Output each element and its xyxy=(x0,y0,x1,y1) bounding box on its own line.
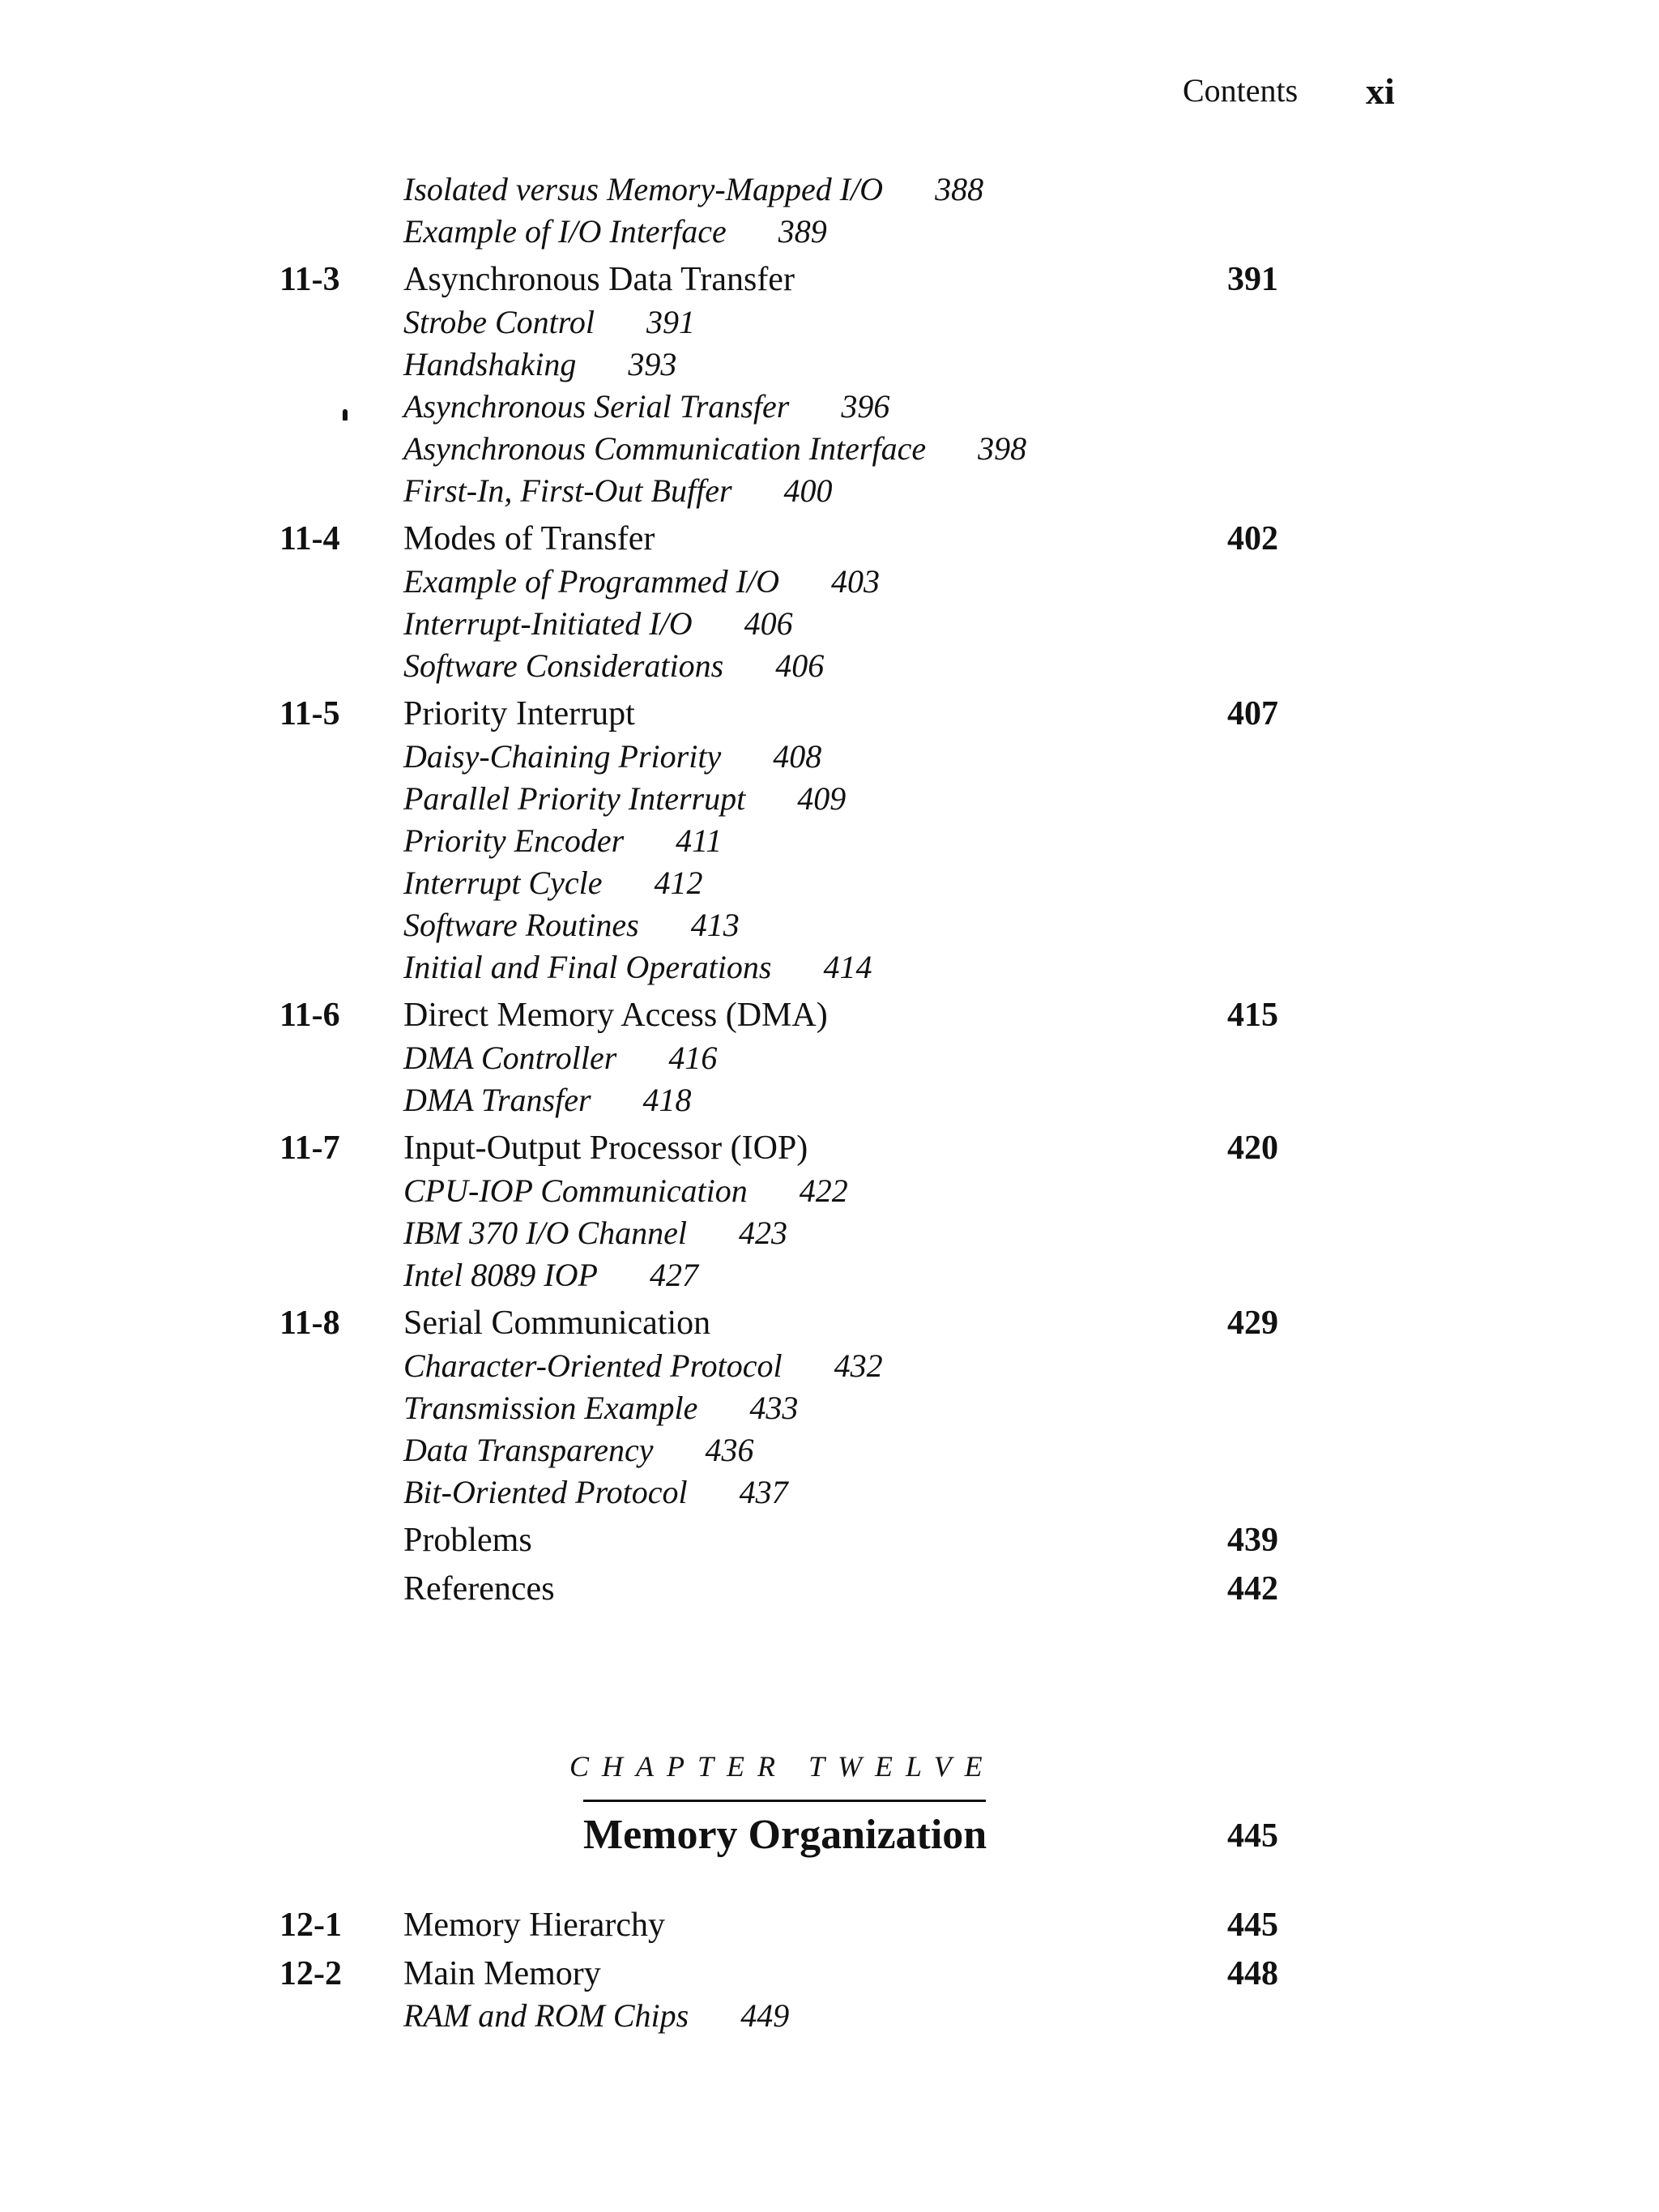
subsection-title: RAM and ROM Chips xyxy=(403,1997,689,2034)
subsection-line xyxy=(403,778,846,820)
toc-subsection-row xyxy=(0,946,1659,989)
section-number: 11-6 xyxy=(279,997,340,1034)
toc-subsection-row xyxy=(0,1254,1659,1296)
subsection-line xyxy=(403,1387,798,1429)
subsection-title: DMA Transfer xyxy=(403,1082,591,1118)
subsection-line xyxy=(403,301,695,344)
subsection-page-number: 416 xyxy=(668,1040,718,1076)
toc-section-row xyxy=(0,1127,1659,1169)
toc-subsection-row xyxy=(0,645,1659,687)
toc-section-row xyxy=(0,1519,1659,1561)
toc-subsection-row xyxy=(0,1212,1659,1254)
toc-subsection-row xyxy=(0,778,1659,820)
subsection-page-number: 432 xyxy=(834,1347,883,1384)
chapter-page-number: 445 xyxy=(1227,1817,1278,1855)
subsection-title: Example of I/O Interface xyxy=(403,213,727,250)
subsection-page-number: 436 xyxy=(705,1432,754,1468)
toc-subsection-row xyxy=(0,386,1659,428)
toc-subsection-row xyxy=(0,904,1659,946)
toc-subsection-row xyxy=(0,301,1659,344)
subsection-page-number: 423 xyxy=(738,1215,787,1251)
subsection-title: CPU-IOP Communication xyxy=(403,1172,748,1209)
toc-section-row xyxy=(0,693,1659,735)
toc-subsection-row xyxy=(0,736,1659,778)
section-page-number: 391 xyxy=(1227,261,1278,298)
section-number: 11-5 xyxy=(279,695,340,732)
subsection-line xyxy=(403,862,703,904)
subsection-line xyxy=(403,1254,698,1296)
toc-section-row xyxy=(0,1302,1659,1344)
chapter-label: CHAPTER TWELVE xyxy=(569,1750,996,1783)
section-title: Modes of Transfer xyxy=(403,520,655,557)
subsection-line xyxy=(403,344,676,386)
toc-subsection-row xyxy=(0,169,1659,211)
section-title: Serial Communication xyxy=(403,1305,711,1342)
toc-section-row xyxy=(0,1904,1659,1946)
subsection-page-number: 437 xyxy=(739,1474,788,1510)
section-title: Priority Interrupt xyxy=(403,695,635,732)
subsection-line xyxy=(403,1212,787,1254)
toc-section-row xyxy=(0,1953,1659,1995)
section-page-number: 429 xyxy=(1227,1305,1278,1342)
subsection-title: Asynchronous Serial Transfer xyxy=(403,388,790,425)
section-page-number: 420 xyxy=(1227,1129,1278,1167)
section-page-number: 448 xyxy=(1227,1955,1278,1992)
toc-subsection-row xyxy=(0,1345,1659,1387)
subsection-title: IBM 370 I/O Channel xyxy=(403,1215,687,1251)
subsection-title: Strobe Control xyxy=(403,304,595,340)
toc-subsection-row xyxy=(0,1995,1659,2037)
subsection-title: Software Routines xyxy=(403,907,639,943)
subsection-page-number: 396 xyxy=(841,388,890,425)
section-page-number: 402 xyxy=(1227,520,1278,557)
toc-subsection-row xyxy=(0,1170,1659,1212)
toc-subsection-row xyxy=(0,344,1659,386)
subsection-page-number: 406 xyxy=(744,605,793,642)
subsection-title: First-In, First-Out Buffer xyxy=(403,472,732,509)
chapter-title: Memory Organization xyxy=(583,1812,987,1858)
subsection-title: Bit-Oriented Protocol xyxy=(403,1474,688,1510)
subsection-line xyxy=(403,1471,788,1514)
section-page-number: 407 xyxy=(1227,695,1278,732)
section-page-number: 439 xyxy=(1227,1522,1278,1559)
subsection-title: DMA Controller xyxy=(403,1040,617,1076)
subsection-page-number: 406 xyxy=(775,647,825,684)
subsection-page-number: 393 xyxy=(628,346,677,382)
subsection-title: Character-Oriented Protocol xyxy=(403,1347,783,1384)
subsection-title: Initial and Final Operations xyxy=(403,949,772,985)
section-number: 11-3 xyxy=(279,261,340,298)
subsection-line xyxy=(403,820,722,862)
subsection-line xyxy=(403,904,740,946)
subsection-title: Data Transparency xyxy=(403,1432,654,1468)
subsection-page-number: 422 xyxy=(799,1172,848,1209)
subsection-line xyxy=(403,1079,692,1121)
subsection-page-number: 411 xyxy=(676,822,723,859)
subsection-title: Handshaking xyxy=(403,346,577,382)
section-number: 12-2 xyxy=(279,1955,342,1992)
subsection-line xyxy=(403,428,1026,470)
subsection-page-number: 408 xyxy=(773,738,822,775)
subsection-line xyxy=(403,386,889,428)
subsection-line xyxy=(403,1995,789,2037)
subsection-page-number: 400 xyxy=(783,472,833,509)
section-page-number: 442 xyxy=(1227,1570,1278,1608)
subsection-page-number: 412 xyxy=(654,865,703,901)
subsection-page-number: 389 xyxy=(778,213,827,250)
header-label: Contents xyxy=(1183,72,1299,109)
subsection-page-number: 391 xyxy=(646,304,695,340)
subsection-title: Priority Encoder xyxy=(403,822,625,859)
subsection-page-number: 409 xyxy=(797,780,847,817)
section-title: Asynchronous Data Transfer xyxy=(403,261,795,298)
toc-section-row xyxy=(0,258,1659,301)
toc-section-row xyxy=(0,1568,1659,1610)
subsection-line xyxy=(403,211,827,253)
subsection-title: Transmission Example xyxy=(403,1390,698,1426)
subsection-page-number: 388 xyxy=(935,171,984,207)
section-title: Problems xyxy=(403,1522,532,1559)
toc-section-row xyxy=(0,518,1659,560)
subsection-title: Interrupt Cycle xyxy=(403,865,603,901)
subsection-line xyxy=(403,1429,754,1471)
toc-subsection-row xyxy=(0,561,1659,603)
subsection-title: Isolated versus Memory-Mapped I/O xyxy=(403,171,884,207)
subsection-line xyxy=(403,1037,717,1079)
subsection-line xyxy=(403,470,833,512)
subsection-page-number: 403 xyxy=(830,563,880,600)
subsection-line xyxy=(403,1345,883,1387)
subsection-page-number: 398 xyxy=(978,430,1027,467)
subsection-page-number: 449 xyxy=(740,1997,790,2034)
toc-subsection-row xyxy=(0,820,1659,862)
toc-subsection-row xyxy=(0,470,1659,512)
subsection-page-number: 427 xyxy=(649,1257,698,1293)
section-page-number: 445 xyxy=(1227,1907,1278,1944)
section-number: 11-4 xyxy=(279,520,340,557)
toc-subsection-row xyxy=(0,428,1659,470)
section-page-number: 415 xyxy=(1227,997,1278,1034)
subsection-line xyxy=(403,736,821,778)
subsection-title: Interrupt-Initiated I/O xyxy=(403,605,693,642)
subsection-title: Parallel Priority Interrupt xyxy=(403,780,746,817)
section-number: 12-1 xyxy=(279,1907,342,1944)
subsection-title: Daisy-Chaining Priority xyxy=(403,738,722,775)
subsection-line xyxy=(403,946,872,989)
header-page-number: xi xyxy=(1366,70,1395,112)
subsection-page-number: 414 xyxy=(823,949,872,985)
section-title: References xyxy=(403,1570,555,1608)
toc-subsection-row xyxy=(0,1471,1659,1514)
subsection-page-number: 413 xyxy=(690,907,740,943)
section-number: 11-7 xyxy=(279,1129,340,1167)
toc-subsection-row xyxy=(0,862,1659,904)
toc-subsection-row xyxy=(0,1079,1659,1121)
subsection-line xyxy=(403,169,983,211)
chapter-rule xyxy=(583,1800,986,1802)
toc-section-row xyxy=(0,994,1659,1036)
subsection-line xyxy=(403,603,793,645)
subsection-line xyxy=(403,1170,848,1212)
toc-subsection-row xyxy=(0,1387,1659,1429)
subsection-line xyxy=(403,561,880,603)
subsection-title: Intel 8089 IOP xyxy=(403,1257,598,1293)
section-title: Input-Output Processor (IOP) xyxy=(403,1129,808,1167)
section-title: Main Memory xyxy=(403,1955,601,1992)
subsection-page-number: 433 xyxy=(749,1390,799,1426)
toc-subsection-row xyxy=(0,1037,1659,1079)
subsection-title: Asynchronous Communication Interface xyxy=(403,430,927,467)
subsection-title: Software Considerations xyxy=(403,647,724,684)
section-title: Memory Hierarchy xyxy=(403,1907,666,1944)
section-number: 11-8 xyxy=(279,1305,340,1342)
subsection-title: Example of Programmed I/O xyxy=(403,563,779,600)
subsection-page-number: 418 xyxy=(642,1082,692,1118)
subsection-line xyxy=(403,645,824,687)
section-title: Direct Memory Access (DMA) xyxy=(403,997,828,1034)
toc-subsection-row xyxy=(0,211,1659,253)
toc-subsection-row xyxy=(0,1429,1659,1471)
toc-subsection-row xyxy=(0,603,1659,645)
